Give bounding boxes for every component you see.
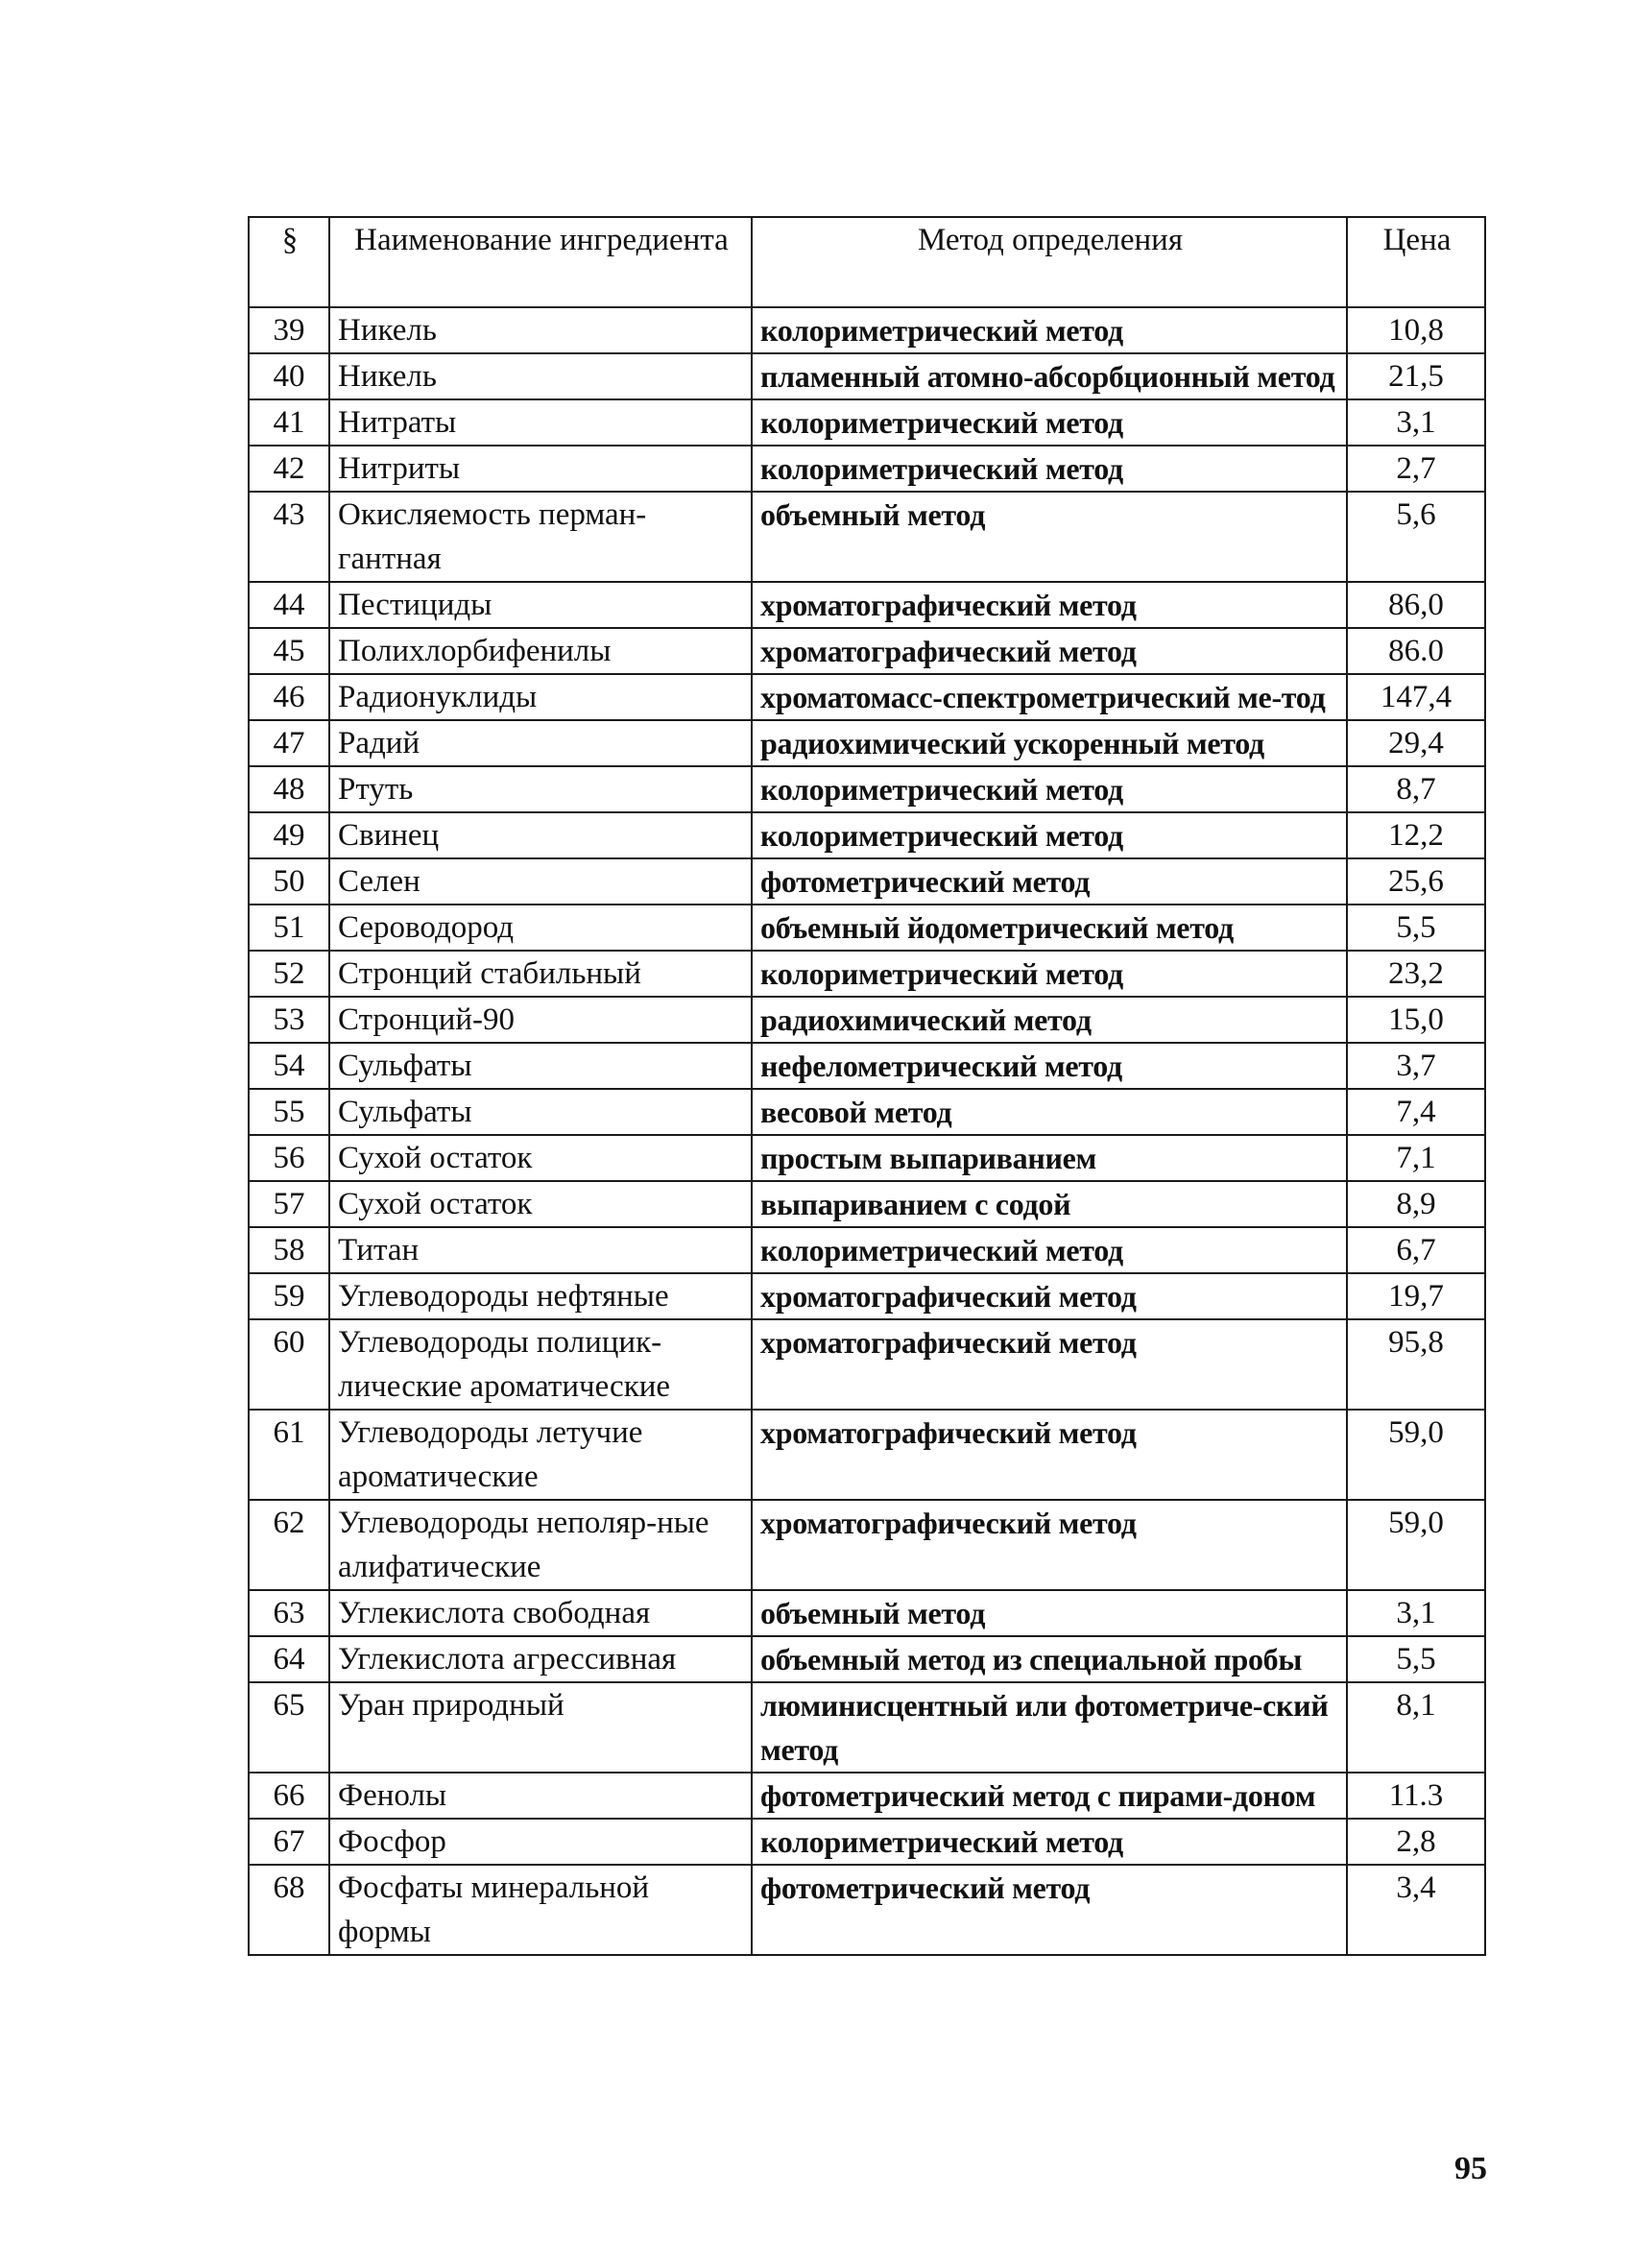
table-row (249, 720, 1485, 766)
method-name: хроматографический метод (752, 628, 1347, 674)
price-value: 147,4 (1347, 674, 1485, 720)
table-row (249, 858, 1485, 905)
ingredient-name: Никель (329, 307, 752, 353)
ingredient-name: Сухой остаток (329, 1135, 752, 1181)
price-value: 8,7 (1347, 766, 1485, 812)
ingredient-name: Фосфор (329, 1819, 752, 1865)
row-number: 42 (249, 446, 329, 492)
row-number: 64 (249, 1636, 329, 1682)
row-number: 45 (249, 628, 329, 674)
price-value: 21,5 (1347, 353, 1485, 399)
method-name: колориметрический метод (752, 1819, 1347, 1865)
price-value: 19,7 (1347, 1273, 1485, 1319)
method-name: колориметрический метод (752, 812, 1347, 858)
table-row (249, 1319, 1485, 1410)
table-row (249, 1865, 1485, 1955)
ingredient-name: Никель (329, 353, 752, 399)
method-name: хроматографический метод (752, 1410, 1347, 1500)
table-row (249, 1273, 1485, 1319)
row-number: 61 (249, 1410, 329, 1500)
table-header-row (249, 217, 1485, 307)
row-number: 55 (249, 1089, 329, 1135)
table-row (249, 951, 1485, 997)
row-number: 63 (249, 1590, 329, 1636)
table-row (249, 997, 1485, 1043)
method-name: радиохимический ускоренный метод (752, 720, 1347, 766)
row-number: 59 (249, 1273, 329, 1319)
method-name: объемный йодометрический метод (752, 905, 1347, 951)
price-value: 11.3 (1347, 1773, 1485, 1819)
table-row (249, 812, 1485, 858)
method-name: люминисцентный или фотометриче-ский метод (752, 1682, 1347, 1773)
method-name: объемный метод (752, 492, 1347, 582)
table-row (249, 1590, 1485, 1636)
table-row (249, 399, 1485, 446)
method-name: пламенный атомно-абсорбционный метод (752, 353, 1347, 399)
price-value: 3,1 (1347, 399, 1485, 446)
price-value: 2,7 (1347, 446, 1485, 492)
method-name: нефелометрический метод (752, 1043, 1347, 1089)
table-row (249, 1227, 1485, 1273)
price-value: 5,5 (1347, 1636, 1485, 1682)
price-value: 3,1 (1347, 1590, 1485, 1636)
price-value: 7,4 (1347, 1089, 1485, 1135)
method-name: простым выпариванием (752, 1135, 1347, 1181)
row-number: 58 (249, 1227, 329, 1273)
method-name: хроматографический метод (752, 1500, 1347, 1590)
ingredient-name: Уран природный (329, 1682, 752, 1773)
ingredient-name: Титан (329, 1227, 752, 1273)
ingredient-name: Углекислота агрессивная (329, 1636, 752, 1682)
row-number: 68 (249, 1865, 329, 1955)
row-number: 39 (249, 307, 329, 353)
price-value: 86.0 (1347, 628, 1485, 674)
ingredient-name: Сульфаты (329, 1089, 752, 1135)
method-name: колориметрический метод (752, 1227, 1347, 1273)
table-row (249, 1500, 1485, 1590)
price-table (248, 216, 1486, 1956)
row-number: 66 (249, 1773, 329, 1819)
method-name: колориметрический метод (752, 446, 1347, 492)
table-row (249, 1819, 1485, 1865)
table-row (249, 674, 1485, 720)
page-number: 95 (1454, 2151, 1487, 2186)
method-name: хроматографический метод (752, 582, 1347, 628)
price-value: 5,6 (1347, 492, 1485, 582)
header-ingredient-name: Наименование ингредиента (329, 217, 752, 307)
price-value: 3,4 (1347, 1865, 1485, 1955)
table-row (249, 1089, 1485, 1135)
row-number: 53 (249, 997, 329, 1043)
price-value: 7,1 (1347, 1135, 1485, 1181)
price-value: 59,0 (1347, 1410, 1485, 1500)
price-value: 95,8 (1347, 1319, 1485, 1410)
ingredient-name: Фенолы (329, 1773, 752, 1819)
ingredient-name: Сероводород (329, 905, 752, 951)
row-number: 43 (249, 492, 329, 582)
ingredient-name: Ртуть (329, 766, 752, 812)
ingredient-name: Фосфаты минеральной формы (329, 1865, 752, 1955)
ingredient-name: Полихлорбифенилы (329, 628, 752, 674)
table-row (249, 1410, 1485, 1500)
ingredient-name: Нитриты (329, 446, 752, 492)
table-body (249, 307, 1485, 1955)
row-number: 54 (249, 1043, 329, 1089)
ingredient-name: Сухой остаток (329, 1181, 752, 1227)
table-row (249, 1181, 1485, 1227)
ingredient-name: Нитраты (329, 399, 752, 446)
price-value: 2,8 (1347, 1819, 1485, 1865)
ingredient-name: Углеводороды летучие ароматические (329, 1410, 752, 1500)
table-row (249, 1043, 1485, 1089)
method-name: колориметрический метод (752, 766, 1347, 812)
method-name: объемный метод из специальной пробы (752, 1636, 1347, 1682)
method-name: фотометрический метод (752, 858, 1347, 905)
ingredient-name: Радионуклиды (329, 674, 752, 720)
ingredient-name: Стронций стабильный (329, 951, 752, 997)
header-number: § (249, 217, 329, 307)
method-name: хроматографический метод (752, 1319, 1347, 1410)
ingredient-name: Углеводороды полицик-лические ароматические (329, 1319, 752, 1410)
row-number: 44 (249, 582, 329, 628)
row-number: 40 (249, 353, 329, 399)
ingredient-name: Углекислота свободная (329, 1590, 752, 1636)
method-name: весовой метод (752, 1089, 1347, 1135)
method-name: фотометрический метод с пирами-доном (752, 1773, 1347, 1819)
ingredient-name: Окисляемость перман-гантная (329, 492, 752, 582)
price-value: 29,4 (1347, 720, 1485, 766)
price-value: 25,6 (1347, 858, 1485, 905)
row-number: 57 (249, 1181, 329, 1227)
row-number: 52 (249, 951, 329, 997)
method-name: выпариванием с содой (752, 1181, 1347, 1227)
header-method: Метод определения (752, 217, 1347, 307)
row-number: 67 (249, 1819, 329, 1865)
price-value: 59,0 (1347, 1500, 1485, 1590)
ingredient-name: Свинец (329, 812, 752, 858)
row-number: 51 (249, 905, 329, 951)
price-value: 15,0 (1347, 997, 1485, 1043)
row-number: 47 (249, 720, 329, 766)
price-value: 10,8 (1347, 307, 1485, 353)
table-row (249, 628, 1485, 674)
ingredient-name: Радий (329, 720, 752, 766)
ingredient-name: Пестициды (329, 582, 752, 628)
method-name: хроматомасс-спектрометрический ме-тод (752, 674, 1347, 720)
ingredient-name: Сульфаты (329, 1043, 752, 1089)
table-row (249, 1773, 1485, 1819)
price-value: 6,7 (1347, 1227, 1485, 1273)
row-number: 48 (249, 766, 329, 812)
row-number: 49 (249, 812, 329, 858)
method-name: радиохимический метод (752, 997, 1347, 1043)
method-name: фотометрический метод (752, 1865, 1347, 1955)
table-row (249, 1135, 1485, 1181)
price-value: 12,2 (1347, 812, 1485, 858)
method-name: колориметрический метод (752, 307, 1347, 353)
method-name: объемный метод (752, 1590, 1347, 1636)
price-value: 5,5 (1347, 905, 1485, 951)
price-value: 3,7 (1347, 1043, 1485, 1089)
ingredient-name: Углеводороды нефтяные (329, 1273, 752, 1319)
table-row (249, 492, 1485, 582)
row-number: 56 (249, 1135, 329, 1181)
table-row (249, 905, 1485, 951)
table-row (249, 1682, 1485, 1773)
table-row (249, 1636, 1485, 1682)
row-number: 65 (249, 1682, 329, 1773)
price-value: 23,2 (1347, 951, 1485, 997)
price-value: 86,0 (1347, 582, 1485, 628)
row-number: 50 (249, 858, 329, 905)
table-row (249, 353, 1485, 399)
table-row (249, 307, 1485, 353)
price-value: 8,9 (1347, 1181, 1485, 1227)
method-name: хроматографический метод (752, 1273, 1347, 1319)
row-number: 46 (249, 674, 329, 720)
ingredient-name: Селен (329, 858, 752, 905)
header-price: Цена (1347, 217, 1485, 307)
row-number: 62 (249, 1500, 329, 1590)
table-row (249, 446, 1485, 492)
method-name: колориметрический метод (752, 399, 1347, 446)
ingredient-name: Углеводороды неполяр-ные алифатические (329, 1500, 752, 1590)
row-number: 41 (249, 399, 329, 446)
row-number: 60 (249, 1319, 329, 1410)
ingredient-name: Стронций-90 (329, 997, 752, 1043)
price-value: 8,1 (1347, 1682, 1485, 1773)
table-row (249, 766, 1485, 812)
table-row (249, 582, 1485, 628)
method-name: колориметрический метод (752, 951, 1347, 997)
